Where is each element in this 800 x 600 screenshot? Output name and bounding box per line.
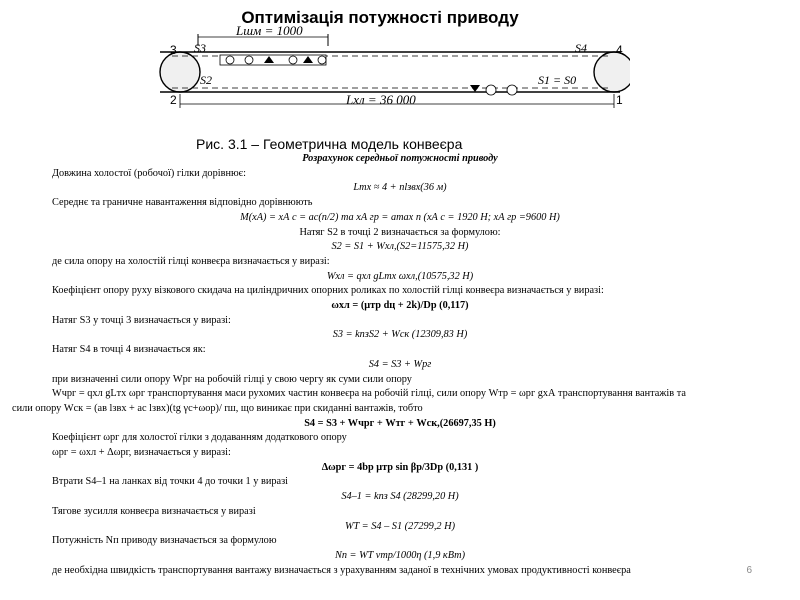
right-pulley <box>594 52 630 92</box>
s3-label: S3 <box>194 41 206 55</box>
s4-label: S4 <box>575 41 587 55</box>
text-line: де сила опору на холостій гілці конвеєра визначається у виразі: <box>52 255 330 267</box>
text-line: сили опору Wск = (aв lзвх + ac lзвх)(tg γc+ωор)/ rш, що виникає при скиданні вантажів, тобто <box>12 402 423 414</box>
text-line: S4–1 = kпз S4 (28299,20 Н) <box>341 491 459 503</box>
point-4-label: 4 <box>616 43 623 57</box>
text-line: M(xА) = xА с = ac(n/2) та xА гр = amax n (xА с = 1920 Н; xА гр =9600 Н) <box>240 211 560 223</box>
text-line: Натяг S2 в точці 2 визначається за формулою: <box>299 226 501 238</box>
page-number: 6 <box>746 565 752 576</box>
text-line: ωрг = ωхл + Δωрг, визначається у виразі: <box>52 447 231 458</box>
text-line: Втрати S4–1 на ланках від точки 4 до точки 1 у виразі <box>52 476 288 488</box>
text-line: S2 = S1 + Wхл,(S2=11575,32 Н) <box>331 241 469 253</box>
text-line: Розрахунок середньої потужності приводу <box>302 153 498 164</box>
text-line: Nп = WT vтр/1000η (1,9 кВт) <box>334 549 466 561</box>
text-line: Натяг S3 у точці 3 визначається у виразі: <box>52 314 231 326</box>
text-line: Натяг S4 в точці 4 визначається як: <box>52 344 206 356</box>
text-line: де необхідна швидкість транспортування вантажу визначається з урахуванням заданої в технічних умовах продуктивності конвеєра <box>52 564 631 576</box>
text-line: Lтх ≈ 4 + nlзвх(36 м) <box>353 182 447 194</box>
left-pulley <box>160 52 200 92</box>
text-line: Тягове зусилля конвеєра визначається у виразі <box>52 505 256 517</box>
text-line: Потужність Nп приводу визначається за формулою <box>52 535 277 547</box>
s1-label: S1 = S0 <box>538 73 577 87</box>
text-line: WT = S4 – S1 (27299,2 Н) <box>344 520 455 532</box>
text-line: Середнє та граничне навантаження відповідно дорівнюють <box>52 197 313 209</box>
text-line: ωхл = (μтр dц + 2k)/Dр (0,117) <box>331 300 469 311</box>
text-line: S3 = kпзS2 + Wск (12309,83 Н) <box>332 329 468 341</box>
text-line: S4 = S3 + Wчрг + Wтг + Wск,(26697,35 Н) <box>304 417 496 429</box>
text-line: Δωрг = 4bр μтр sin βр/3Dр (0,131 ) <box>321 461 479 473</box>
figure-caption: Рис. 3.1 – Геометрична модель конвеєра <box>196 136 463 152</box>
text-line: S4 = S3 + Wрг <box>368 358 432 370</box>
text-line: при визначенні сили опору Wрг на робочій гілці у свою чергу як суми сили опору <box>52 373 412 385</box>
bottom-length-label: Lхл = 36 000 <box>346 92 416 107</box>
point-3-label: 3 <box>170 43 177 57</box>
text-line: Wчрг = qхл gLтх ωрг транспортування маси рухомих частин конвеєра на робочій гілці, сили опору Wтр = ωрг gxА транспортування вантажів та <box>52 388 686 400</box>
text-line: Коефіцієнт ωрг для холостої гілки з додаванням додаткового опору <box>52 432 347 444</box>
point-2-label: 2 <box>170 93 177 107</box>
point-1-label: 1 <box>616 93 623 107</box>
slide-title: Оптимізація потужності приводу <box>241 8 519 27</box>
text-line: Wхл = qхл gLтх ωхл,(10575,32 Н) <box>326 270 474 282</box>
conveyor-diagram <box>150 24 630 134</box>
s2-label: S2 <box>200 73 212 87</box>
text-line: Коефіцієнт опору руху візкового скидача на циліндричних опорних роликах по холостій гілці конвеєра визначається у виразі: <box>52 285 604 297</box>
text-line: Довжина холостої (робочої) гілки дорівнює: <box>52 167 246 179</box>
top-length-label: Lшм = 1000 <box>236 24 303 38</box>
